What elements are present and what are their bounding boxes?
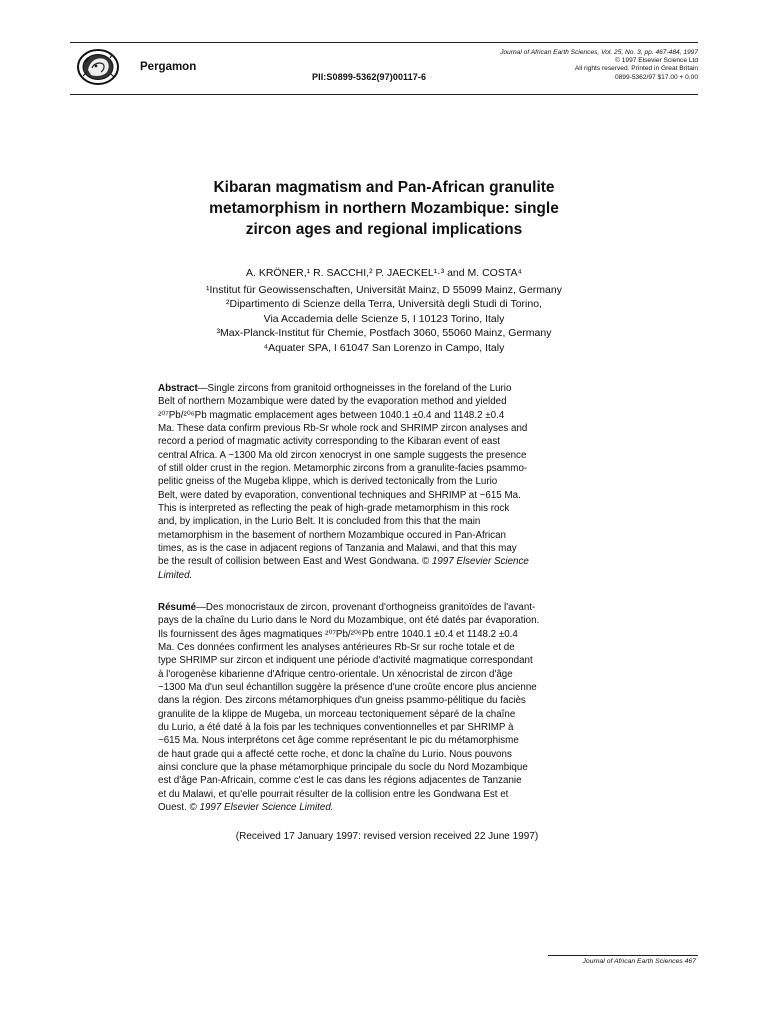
- abstract-copyright-end: Limited.: [158, 569, 193, 581]
- abstract-line: and, by implication, in the Lurio Belt. It is concluded from this that the main: [158, 516, 481, 528]
- rights-line: All rights reserved. Printed in Great Britain: [574, 65, 698, 73]
- resume-line: granulite de la klippe de Mugeba, un morceau tectoniquement séparé de la chaîne: [158, 708, 516, 720]
- resume-line: de haut grade qui a affecté cette roche, et donc la chaîne du Lurio. Nous pouvons: [158, 748, 512, 760]
- affiliation: ⁴Aquater SPA, I 61047 San Lorenzo in Campo, Italy: [263, 341, 505, 354]
- affiliation: ¹Institut für Geowissenschaften, Universität Mainz, D 55099 Mainz, Germany: [206, 283, 562, 296]
- abstract-line: Belt of northern Mozambique were dated by the evaporation method and yielded: [158, 396, 507, 408]
- resume-copyright: 1997 Elsevier Science Limited.: [196, 802, 334, 814]
- footer-rule: [548, 955, 698, 956]
- abstract: [158, 382, 616, 582]
- abstract-label: Abstract: [158, 383, 198, 394]
- author-list: A. KRÖNER,¹ R. SACCHI,² P. JAECKEL¹·³ and M. COSTA⁴: [245, 267, 522, 279]
- abstract-copyright: 1997 Elsevier Science: [429, 556, 529, 568]
- abstract-line: Ma. These data confirm previous Rb-Sr whole rock and SHRIMP zircon analyses and: [158, 423, 528, 435]
- affiliation: ²Dipartimento di Scienze della Terra, Università degli Studi di Torino,: [226, 298, 542, 310]
- copyright-line: © 1997 Elsevier Science Ltd: [615, 57, 698, 65]
- resume: [158, 601, 616, 815]
- abstract-line: central Africa. A ~1300 Ma old zircon xenocryst in one sample suggests the presence: [158, 449, 527, 461]
- title-line: zircon ages and regional implications: [245, 221, 523, 238]
- title-line: metamorphism in northern Mozambique: single: [209, 200, 559, 217]
- resume-line: Ouest. ©: [158, 802, 197, 814]
- abstract-line: record a period of magmatic activity corresponding to the Kibaran event of east: [158, 436, 500, 448]
- pergamon-logo: [76, 48, 120, 86]
- journal-citation-block: [500, 49, 698, 82]
- resume-label: Résumé: [158, 602, 197, 613]
- header-bottom-rule: [70, 94, 698, 95]
- abstract-line: metamorphism in the basement of northern Mozambique occured in Pan-African: [158, 529, 506, 541]
- resume-line: du Lurio, a été daté à la fois par les techniques conventionnelles et par SHRIMP à: [158, 722, 514, 734]
- price-line: 0899-5362/97 $17.00 + 0.00: [614, 73, 698, 81]
- footer-journal: Journal of African Earth Sciences 467: [582, 958, 696, 965]
- title-line: Kibaran magmatism and Pan-African granulite: [213, 179, 555, 196]
- abstract-line: be the result of collision between East and West Gondwana. ©: [158, 556, 430, 568]
- resume-line: ~1300 Ma d'un seul échantillon suggère la présence d'une croûte encore plus ancienne: [158, 682, 537, 694]
- resume-line: à l'orogenèse kibarienne d'Afrique centro-orientale. Un xénocristal de zircon d'âge: [158, 668, 513, 680]
- affiliation: Via Accademia delle Scienze 5, I 10123 Torino, Italy: [263, 312, 505, 325]
- affiliation: ³Max-Planck-Institut für Chemie, Postfach 3060, 55060 Mainz, Germany: [216, 327, 552, 339]
- resume-line: pays de la chaîne du Lurio dans le Nord du Mozambique, ont été datés par évaporation.: [158, 615, 540, 627]
- publisher-name: Pergamon: [140, 61, 197, 73]
- journal-citation-line: Journal of African Earth Sciences, Vol. 25, No. 3, pp. 467-484, 1997: [500, 49, 698, 56]
- resume-line: Ils fournissent des âges magmatiques ²⁰⁷Pb/²⁰⁶Pb entre 1040.1 ±0.4 et 1148.2 ±0.4: [158, 628, 518, 640]
- header-top-rule: [70, 42, 698, 43]
- abstract-line: ²⁰⁷Pb/²⁰⁶Pb magmatic emplacement ages between 1040.1 ±0.4 and 1148.2 ±0.4: [158, 409, 505, 421]
- abstract-line: of still older crust in the region. Metamorphic zircons from a granulite-facies psammo-: [158, 463, 528, 475]
- abstract-line: times, as is the case in adjacent regions of Tanzania and Malawi, and that this may: [158, 543, 517, 555]
- abstract-line: pelitic gneiss of the Mugeba klippe, which is derived tectonically from the Lurio: [158, 476, 498, 488]
- abstract-line: This is interpreted as reflecting the peak of high-grade metamorphism in this rock: [158, 503, 510, 515]
- resume-line: type SHRIMP sur zircon et indiquent une période d'activité magmatique correspondant: [158, 655, 533, 667]
- resume-line: dans la région. Des zircons métamorphiques d'un gneiss psammo-pélitique du faciès: [158, 695, 526, 707]
- resume-line: ainsi conclure que la phase métamorphique principale du socle du Nord Mozambique: [158, 762, 528, 774]
- abstract-line: Belt, were dated by evaporation, conventional techniques and SHRIMP at ~615 Ma.: [158, 489, 521, 501]
- resume-line: et du Malawi, et qu'elle pourrait résulter de la collision entre les Gondwana Est et: [158, 788, 509, 800]
- received-dates: (Received 17 January 1997: revised version received 22 June 1997): [235, 831, 539, 842]
- author-block: [150, 266, 618, 355]
- resume-line: —Des monocristaux de zircon, provenant d'orthogneiss granitoïdes de l'avant-: [196, 602, 536, 613]
- pii-code: PII:S0899-5362(97)00117-6: [312, 72, 427, 82]
- resume-line: ~615 Ma. Nous interprétons cet âge comme représentant le pic du métamorphisme: [158, 735, 519, 747]
- abstract-line: —Single zircons from granitoid orthogneisses in the foreland of the Lurio: [197, 383, 512, 394]
- resume-line: est d'âge Pan-Africain, comme c'est le cas dans les régions adjacentes de Tanzanie: [158, 775, 522, 787]
- article-title: [150, 177, 618, 240]
- resume-line: Ma. Ces données confirment les analyses antérieures Rb-Sr sur roche totale et de: [158, 642, 515, 654]
